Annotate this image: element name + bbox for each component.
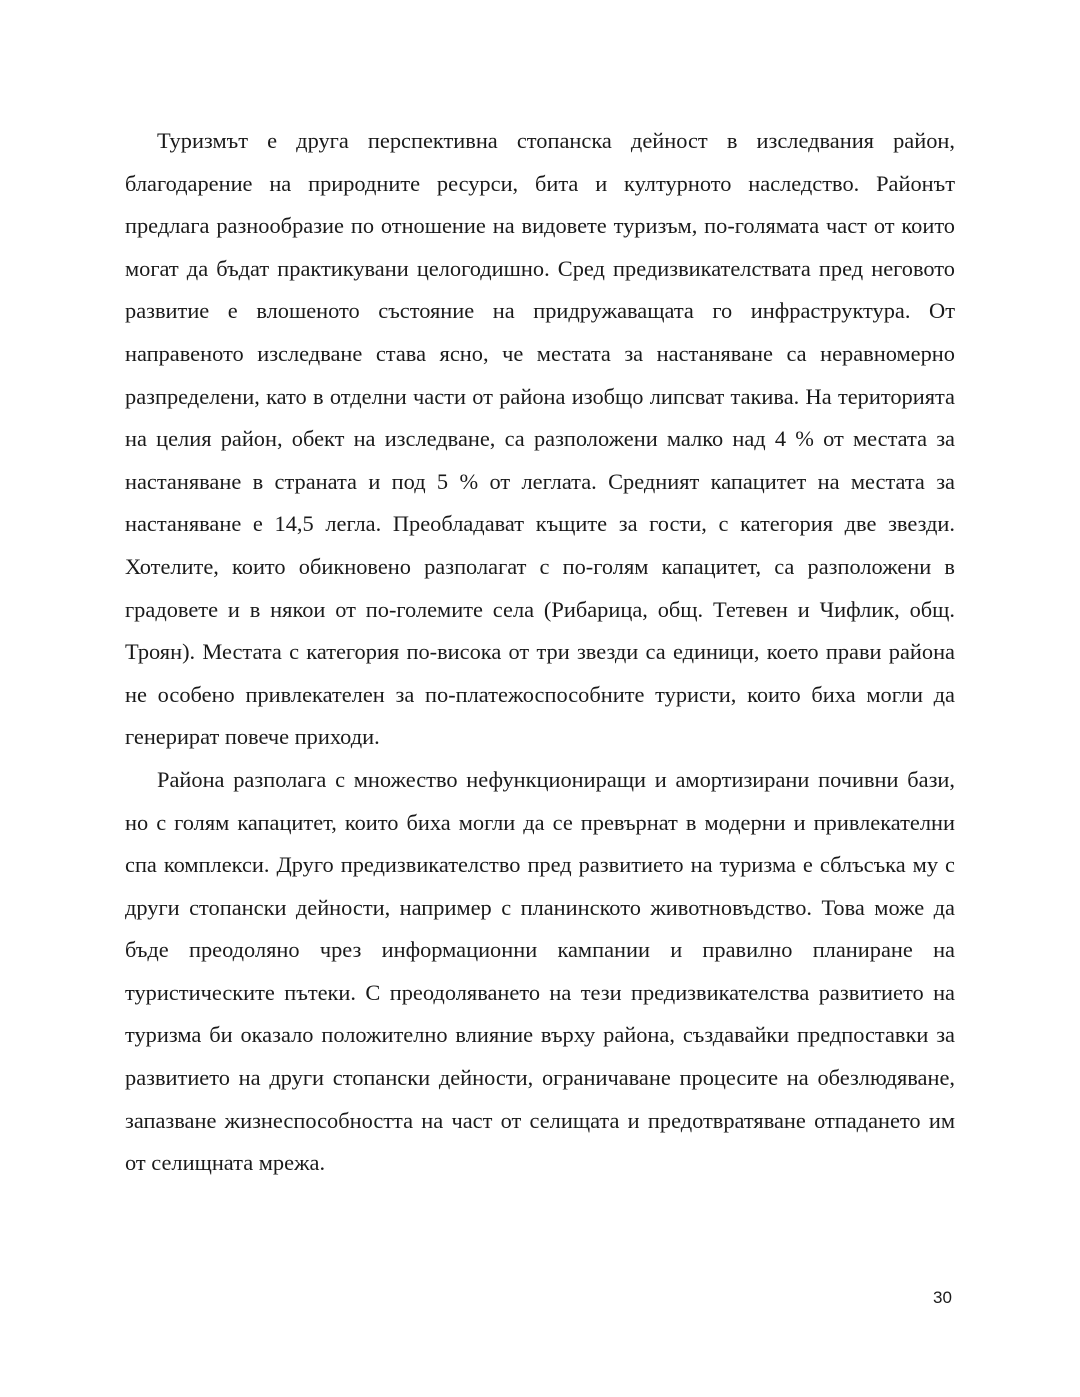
body-text bbox=[125, 120, 955, 1185]
paragraph-tourism-challenges: Района разполага с множество нефункциониращи и амортизирани почивни бази, но с голям капацитет, които биха могли да се превърнат в модерни и привлекателни спа комплекси. Друго предизвикателство пред развитието на туризма е сблъсъка му с други стопански дейности, например с планинското животновъдство. Това може да бъде преодоляно чрез информационни кампании и правилно планиране на туристическите пътеки. С преодоляването на тези предизвикателства развитието на туризма би оказало положително влияние върху района, създавайки предпоставки за развитието на други стопански дейности, ограничаване процесите на обезлюдяване, запазване жизнеспособността на част от селищата и предотвратяване отпадането им от селищната мрежа. bbox=[125, 766, 955, 1176]
page-number: 30 bbox=[933, 1288, 952, 1307]
paragraph-tourism-overview: Туризмът е друга перспективна стопанска дейност в изследвания район, благодарение на природните ресурси, бита и културното наследство. Районът предлага разнообразие по отношение на видовете туризъм, по-голямата част от които могат да бъдат практикувани целогодишно. Сред предизвикателствата пред неговото развитие е влошеното състояние на придружаващата го инфраструктура. От направеното изследване става ясно, че местата за настаняване са неравномерно разпределени, като в отделни части от района изобщо липсват такива. На територията на целия район, обект на изследване, са разположени малко над 4 % от местата за настаняване в страната и под 5 % от леглата. Средният капацитет на местата за настаняване е 14,5 легла. Преобладават къщите за гости, с категория две звезди. Хотелите, които обикновено разполагат с по-голям капацитет, са разположени в градовете и в някои от по-големите села (Рибарица, общ. Тетевен и Чифлик, общ. Троян). Местата с категория по-висока от три звезди са единици, което прави района не особено привлекателен за по-платежоспособните туристи, които биха могли да генерират повече приходи. bbox=[125, 128, 955, 750]
